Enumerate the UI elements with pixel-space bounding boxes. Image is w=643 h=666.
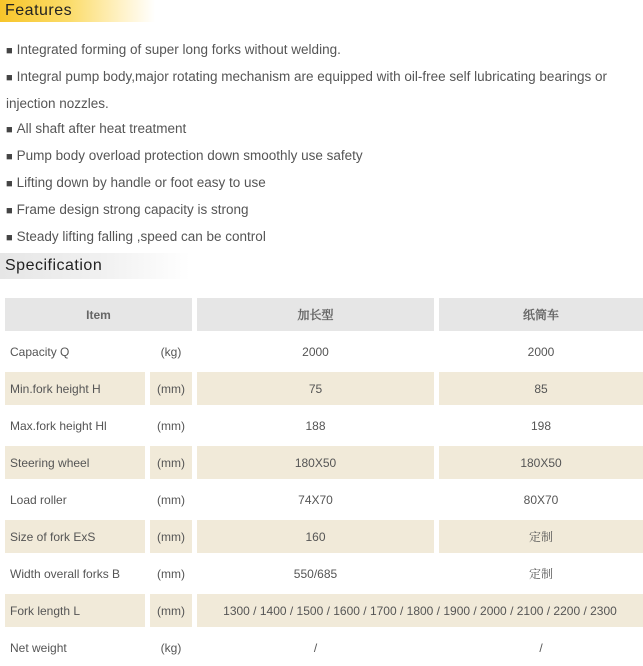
- row-value-2: 180X50: [439, 446, 643, 479]
- row-value-1: 75: [197, 372, 434, 405]
- feature-item: ■ Frame design strong capacity is strong: [6, 202, 249, 217]
- table-row: [5, 631, 643, 664]
- table-row: [5, 446, 643, 479]
- row-unit: (mm): [157, 418, 185, 433]
- row-label: Fork length L: [5, 594, 145, 627]
- feature-item: ■ Integral pump body,major rotating mechanism are equipped with oil-free self lubricating bearings or: [6, 69, 607, 84]
- bullet-icon: ■: [6, 72, 13, 84]
- feature-item: ■ Steady lifting falling ,speed can be control: [6, 229, 266, 244]
- row-value-merged: 1300 / 1400 / 1500 / 1600 / 1700 / 1800 / 1900 / 2000 / 2100 / 2200 / 2300: [197, 594, 643, 627]
- row-label: Steering wheel: [5, 446, 145, 479]
- table-header-row: [5, 298, 643, 331]
- bullet-icon: ■: [6, 45, 13, 57]
- column-header-model-1: 加长型: [197, 298, 434, 331]
- row-unit: (mm): [157, 566, 185, 581]
- bullet-icon: ■: [6, 232, 13, 244]
- row-label: Max.fork height Hl: [10, 418, 107, 433]
- row-value-1: 2000: [302, 344, 329, 359]
- specification-table: [0, 298, 643, 664]
- table-row: [5, 594, 643, 627]
- bullet-icon: ■: [6, 178, 13, 190]
- column-header-item: Item: [5, 298, 192, 331]
- row-label: Min.fork height H: [5, 372, 145, 405]
- table-row: [5, 483, 643, 516]
- row-value-2: 2000: [527, 344, 555, 359]
- column-header-model-2: 纸筒车: [439, 298, 643, 331]
- row-value-2: /: [539, 640, 543, 655]
- row-unit: (mm): [157, 492, 185, 507]
- row-value-1: 74X70: [298, 492, 333, 507]
- features-list: [6, 37, 642, 251]
- row-unit: (mm): [150, 520, 192, 553]
- table-row: [5, 557, 643, 590]
- row-label: Capacity Q: [10, 344, 70, 359]
- row-value-2: 85: [439, 372, 643, 405]
- specification-heading: Specification: [0, 253, 190, 279]
- bullet-icon: ■: [6, 124, 13, 136]
- row-value-1: /: [313, 640, 318, 655]
- bullet-icon: ■: [6, 151, 13, 163]
- feature-item: ■ Integrated forming of super long forks without welding.: [6, 42, 341, 57]
- row-unit: (kg): [160, 344, 182, 359]
- row-value-1: 180X50: [197, 446, 434, 479]
- feature-item: ■ All shaft after heat treatment: [6, 121, 187, 136]
- row-value-2: 80X70: [523, 492, 559, 507]
- row-value-2: 定制: [439, 520, 643, 553]
- feature-item-continuation: injection nozzles.: [6, 96, 109, 111]
- bullet-icon: ■: [6, 205, 13, 217]
- table-row: [5, 409, 643, 442]
- row-label: Size of fork ExS: [5, 520, 145, 553]
- row-label: Width overall forks B: [10, 566, 121, 581]
- feature-item: ■ Pump body overload protection down smoothly use safety: [6, 148, 363, 163]
- table-row: [5, 372, 643, 405]
- row-value-2: 198: [530, 418, 552, 433]
- row-unit: (mm): [150, 372, 192, 405]
- table-row: [5, 520, 643, 553]
- row-value-1: 550/685: [293, 566, 338, 581]
- row-unit: (mm): [150, 594, 192, 627]
- feature-item: ■ Lifting down by handle or foot easy to use: [6, 175, 266, 190]
- row-value-1: 160: [197, 520, 434, 553]
- row-value-1: 188: [305, 418, 326, 433]
- row-label: Load roller: [10, 492, 67, 507]
- row-unit: (kg): [160, 640, 182, 655]
- table-row: [5, 335, 643, 368]
- row-label: Net weight: [10, 640, 67, 655]
- row-unit: (mm): [150, 446, 192, 479]
- row-value-2: 定制: [528, 567, 553, 581]
- features-heading: Features: [0, 0, 155, 22]
